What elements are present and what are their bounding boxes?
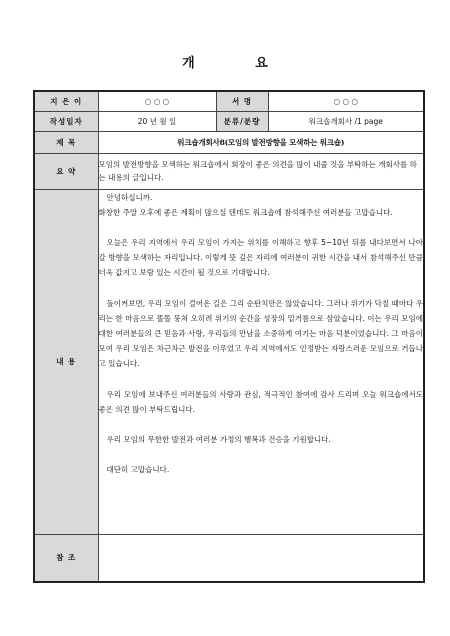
subject-label: 제 목 (34, 131, 98, 153)
category-value: 워크숍개회사 /1 page (268, 111, 424, 131)
date-value: 20 년 월 일 (98, 111, 216, 131)
summary-form-table (33, 90, 425, 583)
date-label: 작성일자 (34, 111, 98, 131)
category-label: 분류/분량 (216, 111, 268, 131)
author-value: ○ ○ ○ (98, 91, 216, 111)
content-paragraph: 우리 모임의 무한한 발전과 여러분 가정의 행복과 건승을 기원합니다. (106, 434, 331, 444)
date-row (34, 111, 424, 131)
author-label: 지 은 이 (34, 91, 98, 111)
subject-value: 워크숍개회사8(모임의 발전방향을 모색하는 워크숍) (98, 131, 424, 153)
content-body (98, 189, 424, 534)
content-paragraph: 안녕하십니까. 화창한 주말 오후에 좋은 계획이 많으실 텐데도 워크숍에 참석해주신 여러분들 고맙습니다. (98, 192, 393, 217)
summary-row (34, 153, 424, 189)
reference-label: 참 조 (34, 534, 98, 582)
reference-value (98, 534, 424, 582)
reference-row (34, 534, 424, 582)
name-label: 서 명 (216, 91, 268, 111)
name-value: ○ ○ ○ (268, 91, 424, 111)
content-label: 내 용 (34, 189, 98, 534)
content-paragraph: 우리 모임에 보내주신 여러분들의 사랑과 관심, 적극적인 참여에 감사 드리며 오늘 워크숍에서도 좋은 의견 많이 부탁드립니다. (98, 389, 423, 414)
summary-label: 요 약 (34, 153, 98, 189)
content-row (34, 189, 424, 534)
subject-row (34, 131, 424, 153)
content-paragraph: 돌이켜보면, 우리 모임이 걸어온 길은 그리 순탄치만은 않았습니다. 그러나 위기가 닥칠 때마다 우리는 한 마음으로 똘똘 뭉쳐 오히려 위기의 순간을 성장의 밑거름으로 삼았습니다. 이는 우리 모임에 대한 여러분들의 큰 믿음과 사랑, 우리들의 만남을 소중하게 여기는 마음 덕분이었습니다. 그 마음이 모여 우리 모임은 차근차근 발전을 이루었고 우리 지역에서도 인정받는 자랑스러운 모임으로 거듭나고 있습니다. (98, 298, 423, 369)
content-paragraph: 오늘은 우리 지역에서 우리 모임이 가지는 위치를 이해하고 향후 5~10년 뒤를 내다보면서 나아갈 방향을 모색하는 자리입니다. 이렇게 뜻 깊은 자리에 여러분이 귀한 시간을 내서 참석해주신 만큼 더욱 값지고 보람 있는 시간이 될 것으로 기대합니다. (98, 237, 423, 278)
summary-value: 모임의 발전방향을 모색하는 워크숍에서 회장이 좋은 의견을 많이 내줄 것을 부탁하는 개회사를 하는 내용의 글입니다. (98, 153, 424, 189)
page-title: 개 요 (182, 56, 296, 71)
author-row (34, 91, 424, 111)
content-paragraph: 대단히 고맙습니다. (106, 465, 170, 475)
